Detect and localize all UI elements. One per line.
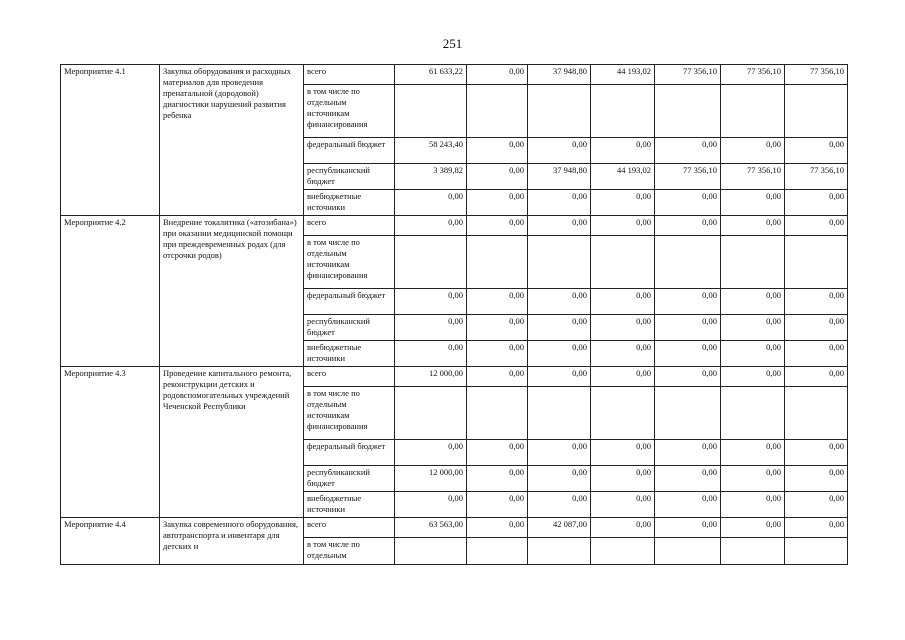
funding-source: федеральный бюджет <box>304 440 395 466</box>
funding-source: всего <box>304 216 395 236</box>
amount-cell: 0,00 <box>655 341 721 367</box>
amount-cell <box>721 387 785 440</box>
amount-cell <box>395 387 467 440</box>
amount-cell: 0,00 <box>395 190 467 216</box>
amount-cell <box>591 236 655 289</box>
amount-cell <box>591 85 655 138</box>
amount-cell: 0,00 <box>467 518 528 538</box>
amount-cell: 0,00 <box>721 216 785 236</box>
amount-cell <box>655 85 721 138</box>
amount-cell: 0,00 <box>721 289 785 315</box>
amount-cell: 0,00 <box>528 289 591 315</box>
amount-cell <box>528 387 591 440</box>
funding-source: в том числе по отдельным источникам финансирования <box>304 387 395 440</box>
amount-cell <box>591 387 655 440</box>
amount-cell: 0,00 <box>721 440 785 466</box>
table-row <box>61 65 848 85</box>
amount-cell <box>785 387 848 440</box>
amount-cell <box>395 85 467 138</box>
amount-cell: 0,00 <box>785 138 848 164</box>
amount-cell: 0,00 <box>591 518 655 538</box>
budget-table <box>60 64 848 565</box>
amount-cell: 0,00 <box>591 289 655 315</box>
amount-cell <box>467 236 528 289</box>
amount-cell <box>528 538 591 565</box>
funding-source: всего <box>304 65 395 85</box>
amount-cell: 0,00 <box>395 440 467 466</box>
amount-cell: 0,00 <box>467 65 528 85</box>
amount-cell <box>655 538 721 565</box>
amount-cell: 77 356,10 <box>655 65 721 85</box>
amount-cell: 0,00 <box>528 466 591 492</box>
amount-cell: 0,00 <box>785 289 848 315</box>
amount-cell: 0,00 <box>655 367 721 387</box>
amount-cell <box>591 538 655 565</box>
amount-cell: 0,00 <box>467 440 528 466</box>
amount-cell <box>467 538 528 565</box>
funding-source: федеральный бюджет <box>304 289 395 315</box>
amount-cell: 0,00 <box>528 440 591 466</box>
amount-cell: 0,00 <box>655 518 721 538</box>
amount-cell <box>528 236 591 289</box>
amount-cell: 0,00 <box>721 138 785 164</box>
amount-cell: 0,00 <box>467 341 528 367</box>
funding-source: внебюджетные источники <box>304 492 395 518</box>
amount-cell: 0,00 <box>785 315 848 341</box>
amount-cell: 77 356,10 <box>785 164 848 190</box>
amount-cell: 0,00 <box>467 289 528 315</box>
amount-cell <box>721 538 785 565</box>
amount-cell <box>721 236 785 289</box>
amount-cell: 0,00 <box>528 367 591 387</box>
amount-cell: 0,00 <box>655 492 721 518</box>
amount-cell <box>721 85 785 138</box>
amount-cell: 77 356,10 <box>721 65 785 85</box>
amount-cell: 0,00 <box>721 367 785 387</box>
amount-cell: 0,00 <box>721 466 785 492</box>
activity-description: Проведение капитального ремонта, реконструкции детских и родовспомогательных учреждений Чеченской Республики <box>160 367 304 518</box>
amount-cell: 0,00 <box>721 492 785 518</box>
activity-description: Внедрение токалитика («атозибана») при оказании медицинской помощи при преждевременных родах (для отсрочки родов) <box>160 216 304 367</box>
amount-cell: 37 948,80 <box>528 65 591 85</box>
amount-cell: 0,00 <box>528 341 591 367</box>
amount-cell <box>395 538 467 565</box>
funding-source: внебюджетные источники <box>304 190 395 216</box>
funding-source: всего <box>304 518 395 538</box>
amount-cell: 0,00 <box>528 216 591 236</box>
amount-cell: 0,00 <box>591 315 655 341</box>
amount-cell: 0,00 <box>785 440 848 466</box>
amount-cell: 12 000,00 <box>395 466 467 492</box>
amount-cell: 0,00 <box>467 492 528 518</box>
amount-cell: 0,00 <box>528 315 591 341</box>
funding-source: в том числе по отдельным источникам финансирования <box>304 236 395 289</box>
amount-cell: 0,00 <box>395 289 467 315</box>
funding-source: в том числе по отдельным источникам финансирования <box>304 85 395 138</box>
table-row <box>61 367 848 387</box>
amount-cell: 0,00 <box>591 190 655 216</box>
amount-cell: 0,00 <box>528 138 591 164</box>
amount-cell: 0,00 <box>395 315 467 341</box>
amount-cell: 0,00 <box>785 367 848 387</box>
activity-code: Мероприятие 4.3 <box>61 367 160 518</box>
amount-cell: 44 193,02 <box>591 65 655 85</box>
table-row <box>61 518 848 538</box>
amount-cell: 0,00 <box>721 190 785 216</box>
amount-cell: 0,00 <box>785 492 848 518</box>
activity-code: Мероприятие 4.4 <box>61 518 160 565</box>
amount-cell: 0,00 <box>591 216 655 236</box>
amount-cell: 12 000,00 <box>395 367 467 387</box>
amount-cell: 0,00 <box>528 190 591 216</box>
activity-description: Закупка современного оборудования, автотранспорта и инвентаря для детских и <box>160 518 304 565</box>
amount-cell: 0,00 <box>785 466 848 492</box>
amount-cell <box>655 387 721 440</box>
amount-cell: 0,00 <box>655 138 721 164</box>
amount-cell: 77 356,10 <box>785 65 848 85</box>
amount-cell: 0,00 <box>721 341 785 367</box>
amount-cell: 3 389,82 <box>395 164 467 190</box>
amount-cell: 0,00 <box>591 466 655 492</box>
amount-cell: 0,00 <box>591 367 655 387</box>
amount-cell: 0,00 <box>655 190 721 216</box>
activity-code: Мероприятие 4.2 <box>61 216 160 367</box>
amount-cell: 0,00 <box>591 492 655 518</box>
amount-cell: 42 087,00 <box>528 518 591 538</box>
amount-cell: 0,00 <box>395 216 467 236</box>
amount-cell: 0,00 <box>785 518 848 538</box>
activity-description: Закупка оборудования и расходных материалов для проведения пренатальной (дородовой) диагностики нарушений развития ребенка <box>160 65 304 216</box>
funding-source: всего <box>304 367 395 387</box>
amount-cell: 0,00 <box>655 466 721 492</box>
amount-cell: 0,00 <box>785 190 848 216</box>
amount-cell: 77 356,10 <box>721 164 785 190</box>
amount-cell: 63 563,00 <box>395 518 467 538</box>
amount-cell: 0,00 <box>395 492 467 518</box>
page-number: 251 <box>442 36 463 51</box>
amount-cell: 0,00 <box>721 518 785 538</box>
funding-source: республиканский бюджет <box>304 164 395 190</box>
amount-cell: 0,00 <box>655 315 721 341</box>
amount-cell: 77 356,10 <box>655 164 721 190</box>
amount-cell: 0,00 <box>591 341 655 367</box>
amount-cell <box>395 236 467 289</box>
amount-cell: 0,00 <box>591 138 655 164</box>
amount-cell: 0,00 <box>785 216 848 236</box>
funding-source: внебюджетные источники <box>304 341 395 367</box>
amount-cell: 0,00 <box>591 440 655 466</box>
amount-cell: 0,00 <box>528 492 591 518</box>
amount-cell: 0,00 <box>467 315 528 341</box>
amount-cell: 0,00 <box>655 289 721 315</box>
amount-cell: 0,00 <box>467 190 528 216</box>
amount-cell <box>785 85 848 138</box>
amount-cell: 0,00 <box>395 341 467 367</box>
amount-cell: 37 948,80 <box>528 164 591 190</box>
amount-cell: 61 633,22 <box>395 65 467 85</box>
amount-cell: 0,00 <box>655 440 721 466</box>
amount-cell <box>528 85 591 138</box>
amount-cell: 0,00 <box>655 216 721 236</box>
funding-source: в том числе по отдельным <box>304 538 395 565</box>
table-row <box>61 216 848 236</box>
amount-cell: 58 243,40 <box>395 138 467 164</box>
funding-source: федеральный бюджет <box>304 138 395 164</box>
amount-cell: 0,00 <box>467 164 528 190</box>
amount-cell <box>467 387 528 440</box>
activity-code: Мероприятие 4.1 <box>61 65 160 216</box>
amount-cell: 0,00 <box>467 466 528 492</box>
amount-cell <box>785 236 848 289</box>
amount-cell: 0,00 <box>721 315 785 341</box>
amount-cell: 0,00 <box>785 341 848 367</box>
funding-source: республиканский бюджет <box>304 315 395 341</box>
amount-cell <box>655 236 721 289</box>
amount-cell: 0,00 <box>467 367 528 387</box>
funding-source: республиканский бюджет <box>304 466 395 492</box>
amount-cell: 44 193,02 <box>591 164 655 190</box>
amount-cell <box>785 538 848 565</box>
amount-cell: 0,00 <box>467 216 528 236</box>
amount-cell <box>467 85 528 138</box>
amount-cell: 0,00 <box>467 138 528 164</box>
